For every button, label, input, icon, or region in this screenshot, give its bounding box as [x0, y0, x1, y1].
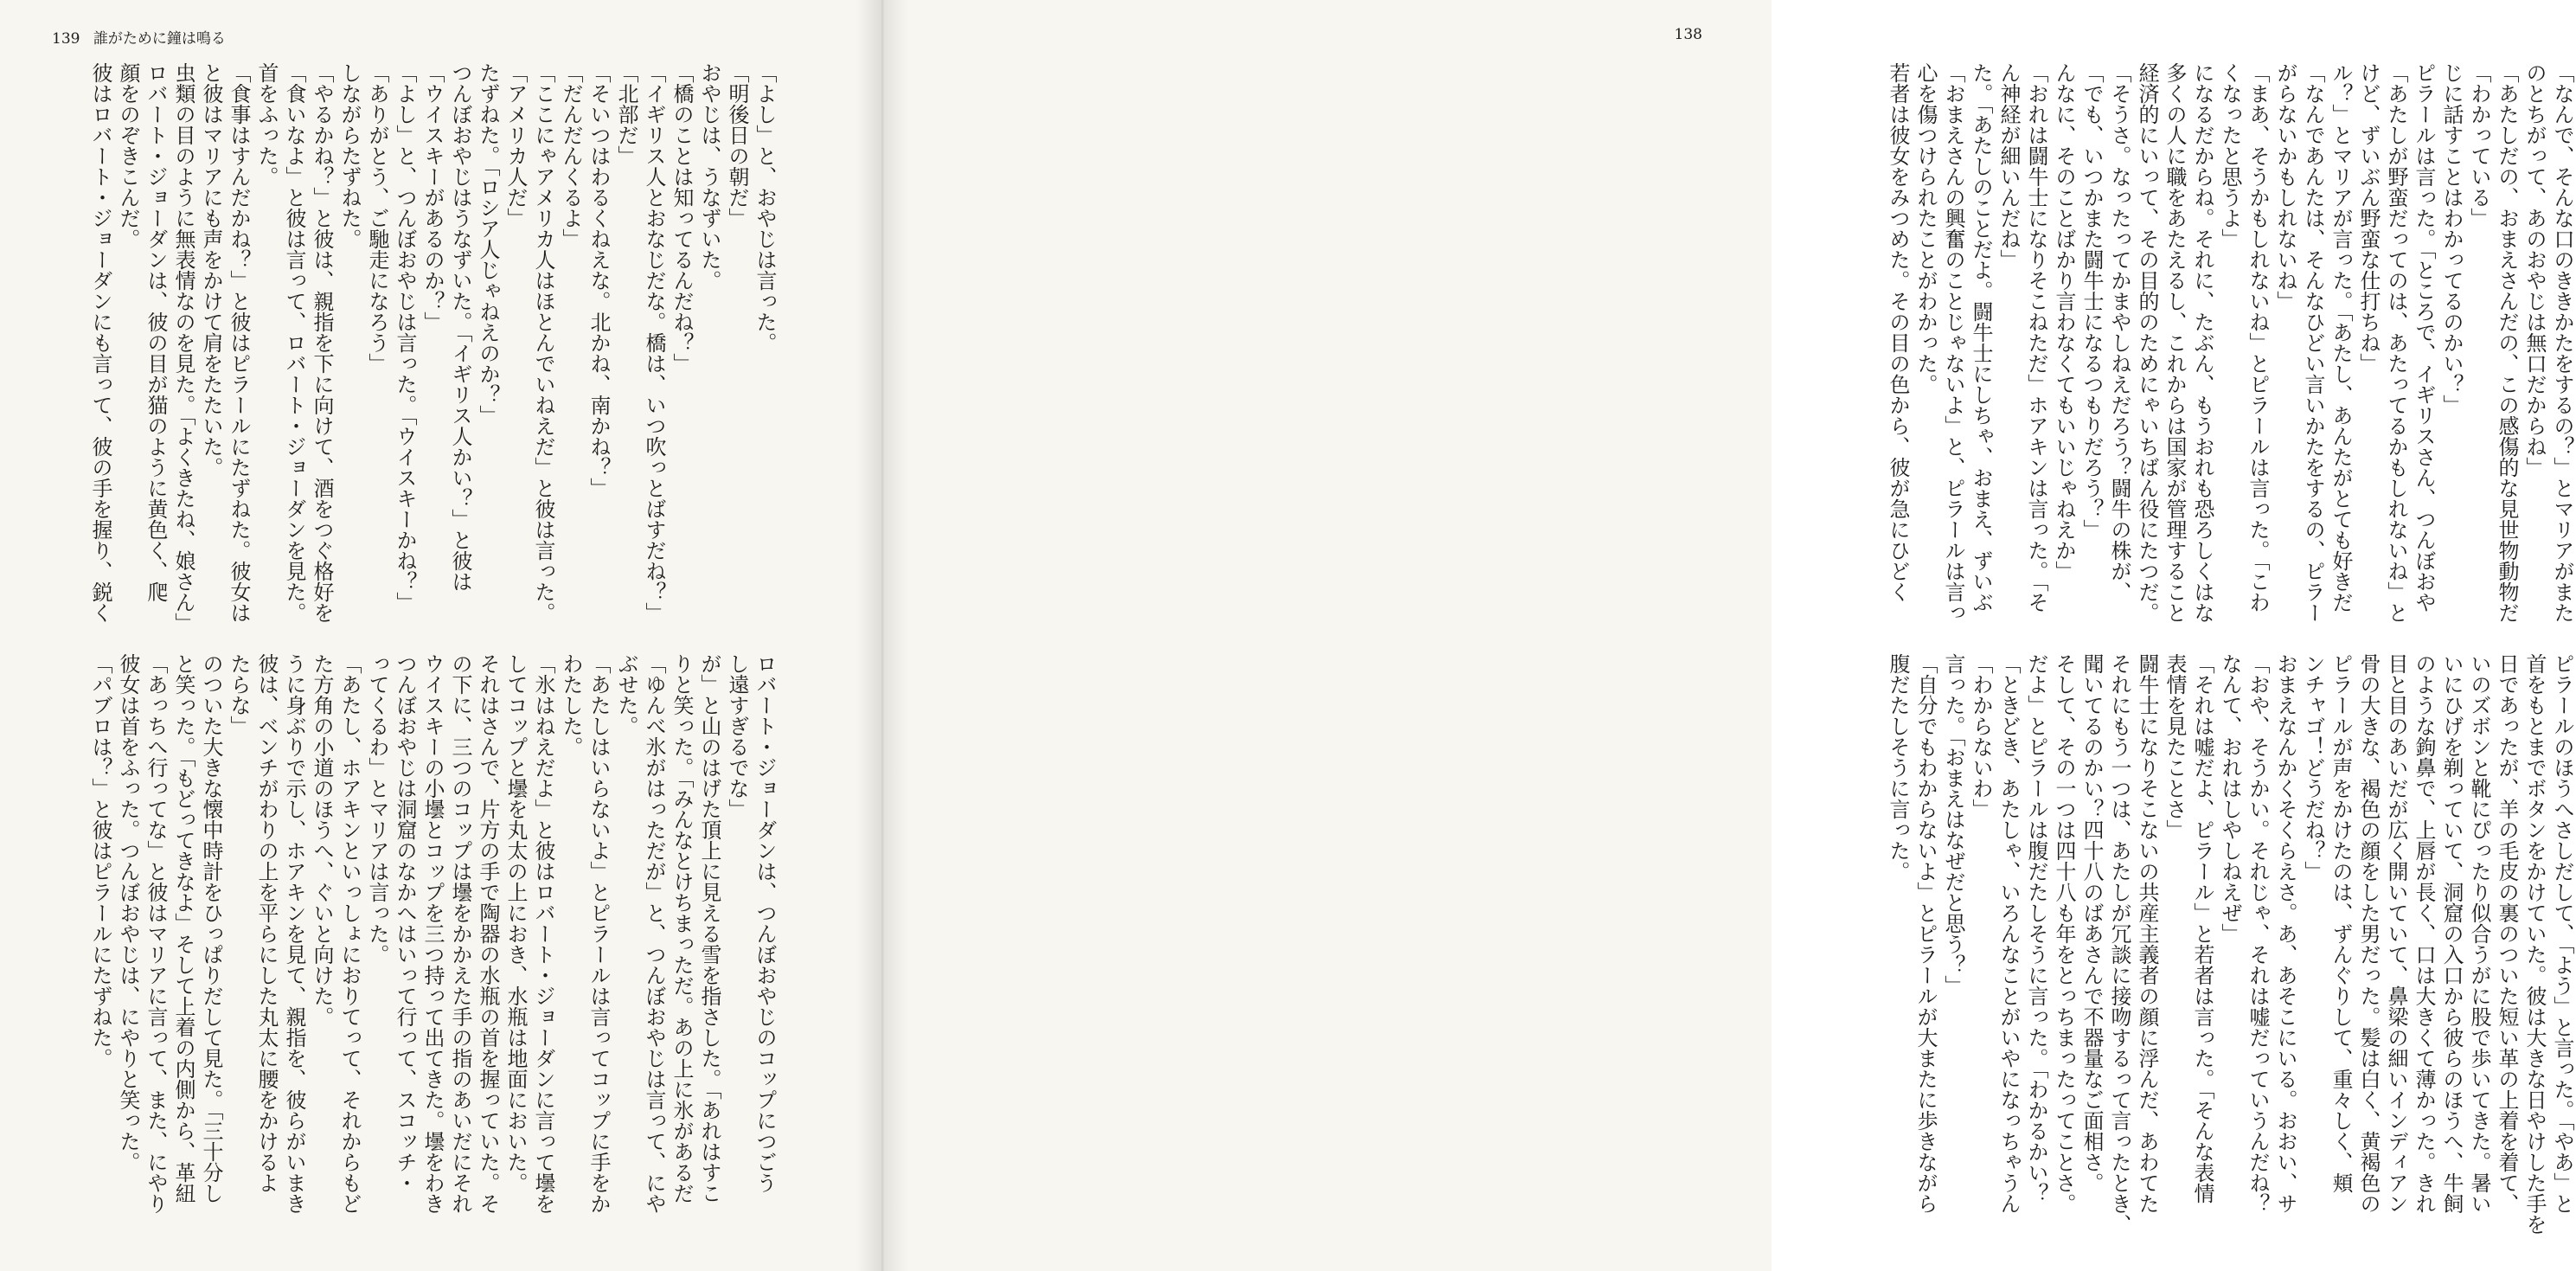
text-line: つんぼおやじはうなずいた。「イギリス人かい？」と彼は: [448, 62, 472, 592]
text-line: うに身ぶりで示し、ホアキンを見て、親指を、彼らがいまき: [282, 653, 306, 1214]
text-line: になるだからね。それに、たぶん、もうおれも恐ろしくはな: [2190, 62, 2214, 623]
text-line: 闘牛士になりそこないの共産主義者の顔に浮んだ、あわてた: [2135, 653, 2159, 1214]
text-line: た方角の小道のほうへ、ぐいと向けた。: [310, 653, 334, 1027]
left-page-header: [52, 26, 226, 48]
text-line: ぶせた。: [614, 653, 638, 736]
text-line: 虫類の目のように無表情なのを見た。「よくきたね、娘さん」: [171, 62, 195, 633]
left-page-number: 139: [52, 30, 80, 48]
text-line: 言った。「おまえはなぜだと思う？」: [1941, 653, 1965, 996]
text-line: くなったと思うよ」: [2218, 62, 2242, 249]
text-line: それにもう一つは、あたしが冗談に接吻するって言ったとき、: [2107, 653, 2131, 1235]
text-line: ル？」とマリアが言った。「あたし、あんたがとても好きだ: [2329, 62, 2353, 613]
text-line: 「なんで、そんな口のききかたをするの？」とマリアがまた: [2550, 62, 2574, 623]
text-line: 首をもとまでボタンをかけていた。彼は大きな日やけした手を: [2522, 653, 2547, 1235]
text-line: 顔をのぞきこんだ。: [116, 62, 140, 249]
text-line: 「パブロは？」と彼はピラールにたずねた。: [88, 653, 112, 1069]
text-line: 「よし」と、つんぼおやじは言った。「ウイスキーかね？」: [393, 62, 417, 613]
text-line: 「よし」と、おやじは言った。: [753, 62, 777, 353]
text-line: のついた大きな懐中時計をひっぱりだして見た。「三十分し: [199, 653, 223, 1204]
text-line: 目と目のあいだが広く開いていて、鼻梁の細いインディアン: [2384, 653, 2408, 1214]
text-line: のような鉤鼻で、上唇が長く、口は大きくて薄かった。きれ: [2412, 653, 2436, 1214]
text-line: 「やるかね？」と彼は、親指を下に向けて、酒をつぐ格好を: [310, 62, 334, 623]
running-title: 誰がために鐘は鳴る: [93, 30, 226, 48]
text-line: そして、その一つは四十八も年をとっちまったってことさ。: [2052, 653, 2076, 1214]
right-page-top-text: [1823, 62, 2576, 623]
right-page-bottom-text: [1823, 653, 2576, 1242]
text-line: 骨の大きな、褐色の顔をした男だった。髪は白く、黄褐色の: [2356, 653, 2381, 1214]
text-line: 「あたしだの、おまえさんだの、この感傷的な見世物動物だ: [2495, 62, 2519, 623]
text-line: 「明後日の朝だ」: [725, 62, 749, 228]
text-line: 「わからないわ」: [1969, 653, 1993, 819]
text-line: 「おれは闘牛士になりそこねただ」ホアキンは言った。「そ: [2024, 62, 2048, 613]
text-line: 「わかっている」: [2467, 62, 2491, 228]
text-line: 彼は、ベンチがわりの上を平らにした丸太に腰をかけるよ: [254, 653, 279, 1193]
right-page-header: [1675, 26, 1702, 43]
text-line: いのズボンと靴にぴったり似合うがに股で歩いてきた。暑い: [2467, 653, 2491, 1214]
text-line: 「ときどき、あたしゃ、いろんなことがいやになっちゃうん: [1996, 653, 2021, 1214]
text-line: おやじは、うなずいた。: [697, 62, 721, 291]
right-page: [882, 0, 2574, 1271]
text-line: 経済的にいって、その目的のためにゃいちばん役にたつだ。: [2135, 62, 2159, 623]
left-page-bottom-text: [52, 653, 779, 1242]
text-line: 「ありがとう、ご馳走になろう」: [365, 62, 389, 374]
text-line: だよ」とピラールは腹だたしそうに言った。「わかるかい？: [2024, 653, 2048, 1204]
text-line: 「ウイスキーがあるのか？」: [420, 62, 445, 332]
text-line: 「食事はすんだかね？」と彼はピラールにたずねた。彼女は: [227, 62, 251, 623]
text-line: 「ゆんべ氷がはっただが」と、つんぼおやじは言って、にや: [642, 653, 666, 1214]
text-line: 聞いてるのかい？四十八のばあさんで不器量なご面相さ。: [2079, 653, 2104, 1193]
text-line: ウイスキーの小壜とコップを三つ持って出てきた。壜をわき: [420, 653, 445, 1214]
text-line: 「北部だ」: [614, 62, 638, 166]
book-gutter-shadow: [856, 0, 908, 1271]
text-line: 「あたし、ホアキンといっしょにおりてって、それからもど: [337, 653, 362, 1214]
text-line: ん神経が細いんだね」: [1996, 62, 2021, 270]
text-line: なんて、おれはしやしねえぜ」: [2218, 653, 2242, 944]
text-line: してコップと壜を丸太の上におき、水瓶は地面においた。: [503, 653, 528, 1193]
text-line: ピラールは言った。「ところで、イギリスさん、つんぼおや: [2412, 62, 2436, 613]
text-line: のとちがって、あのおやじは無口だからね」: [2522, 62, 2547, 478]
text-line: それはさんで、片方の手で陶器の水瓶の首を握っていた。そ: [476, 653, 500, 1214]
right-page-number: 138: [1674, 26, 1702, 43]
text-line: 「ここにゃアメリカ人はほとんでいねえだ」と彼は言った。: [531, 62, 555, 623]
text-line: 「そうさ。なったってかまやしねえだろう？闘牛の株が、: [2107, 62, 2131, 602]
text-line: 「でも、いつかまた闘牛士になるつもりだろう？」: [2079, 62, 2104, 540]
text-line: 「だんだんくるよ」: [559, 62, 583, 249]
text-line: ロバート・ジョーダンは、彼の目が猫のように黄色く、爬: [144, 62, 168, 602]
text-line: 心を傷つけられたことがわかった。: [1913, 62, 1938, 395]
text-line: と彼はマリアにも声をかけて肩をたたいた。: [199, 62, 223, 478]
text-line: 日であったが、羊の毛皮の裏のついた短い革の上着を着て、: [2495, 653, 2519, 1214]
text-line: 「氷はねえだよ」と彼はロバート・ジョーダンに言って壜を: [531, 653, 555, 1214]
left-page-top-text: [35, 62, 779, 633]
text-line: ンチャゴ！どうだね？」: [2301, 653, 2325, 882]
text-line: 「アメリカ人だ」: [503, 62, 528, 228]
text-line: 腹だたしそうに言った。: [1886, 653, 1910, 882]
text-line: 多くの人に職をあたえるし、これからは国家が管理すること: [2163, 62, 2187, 623]
text-line: 「おまえさんの興奮のことじゃないよ」と、ピラールは言っ: [1941, 62, 1965, 623]
text-line: 「まあ、そうかもしれないね」とピラールは言った。「こわ: [2246, 62, 2270, 613]
text-line: 「あたしはいらないよ」とピラールは言ってコップに手をか: [586, 653, 611, 1214]
text-line: たらな」: [227, 653, 251, 736]
text-line: たずねた。「ロシア人じゃねえのか？」: [476, 62, 500, 426]
text-line: いにひげを剃っていて、洞窟の入口から彼らのほうへ、牛飼: [2439, 653, 2464, 1214]
text-line: た。「あたしのことだよ。闘牛士にしちゃ、おまえ、ずいぶ: [1969, 62, 1993, 613]
text-line: ロバート・ジョーダンは、つんぼおやじのコップにつごう: [753, 653, 777, 1193]
text-line: 「それは嘘だよ、ピラール」と若者は言った。「そんな表情: [2190, 653, 2214, 1204]
text-line: 「イギリス人とおなじだな。橋は、いつ吹っとばすだね？」: [642, 62, 666, 623]
text-line: けど、ずいぶん野蛮な仕打ちね」: [2356, 62, 2381, 374]
text-line: の下に、三つのコップは壜をかかえた手の指のあいだにそれ: [448, 653, 472, 1214]
text-line: 「おや、そうかい。それじゃ、それは嘘だっていうんだね？: [2246, 653, 2270, 1214]
text-line: がらないかもしれないね」: [2273, 62, 2297, 311]
text-line: りと笑った。「みんなとけちまっただ。あの上に氷があるだ: [670, 653, 694, 1204]
text-line: と笑った。「もどってきなよ」そして上着の内側から、革紐: [171, 653, 195, 1204]
text-line: わたした。: [559, 653, 583, 757]
text-line: し遠すぎるでな」: [725, 653, 749, 819]
text-line: つんぼおやじは洞窟のなかへはいって行って、スコッチ・: [393, 653, 417, 1193]
text-line: 「なんであんたは、そんなひどい言いかたをするの、ピラー: [2301, 62, 2325, 623]
text-line: 表情を見たことさ」: [2163, 653, 2187, 840]
text-line: 「あっちへ行ってな」と彼はマリアに言って、また、にやり: [144, 653, 168, 1214]
text-line: 若者は彼女をみつめた。その目の色から、彼が急にひどく: [1886, 62, 1910, 602]
text-line: ってくるわ」とマリアは言った。: [365, 653, 389, 965]
left-page: [0, 0, 882, 1271]
text-line: 彼はロバート・ジョーダンにも言って、彼の手を握り、鋭く: [88, 62, 112, 623]
text-line: 「自分でもわからないよ」とピラールが大またに歩きながら: [1913, 653, 1938, 1214]
text-line: 「食いなよ」と彼は言って、ロバート・ジョーダンを見た。: [282, 62, 306, 623]
text-line: 「そいつはわるくねえな。北かね、南かね？」: [586, 62, 611, 498]
text-line: ピラールのほうへさしだして、「よう」と言った。「やあ」と: [2550, 653, 2574, 1214]
text-line: 「橋のことは知ってるんだね？」: [670, 62, 694, 374]
text-line: しながらたずねた。: [337, 62, 362, 249]
text-line: おまえなんかくそくらえさ。あ、あそこにいる。おおい、サ: [2273, 653, 2297, 1214]
text-line: 彼女は首をふった。つんぼおやじは、にやりと笑った。: [116, 653, 140, 1172]
text-line: ピラールが声をかけたのは、ずんぐりして、重々しく、頬: [2329, 653, 2353, 1193]
text-line: じに話すことはわかってるのかい？」: [2439, 62, 2464, 415]
text-line: 「あたしが野蛮だってのは、あたってるかもしれないね」と: [2384, 62, 2408, 623]
text-line: 首をふった。: [254, 62, 279, 187]
text-line: んなに、そのことばかり言わなくてもいいじゃねえか」: [2052, 62, 2076, 581]
text-line: が」と山のはげた頂上に見える雪を指さした。「あれはすこ: [697, 653, 721, 1204]
